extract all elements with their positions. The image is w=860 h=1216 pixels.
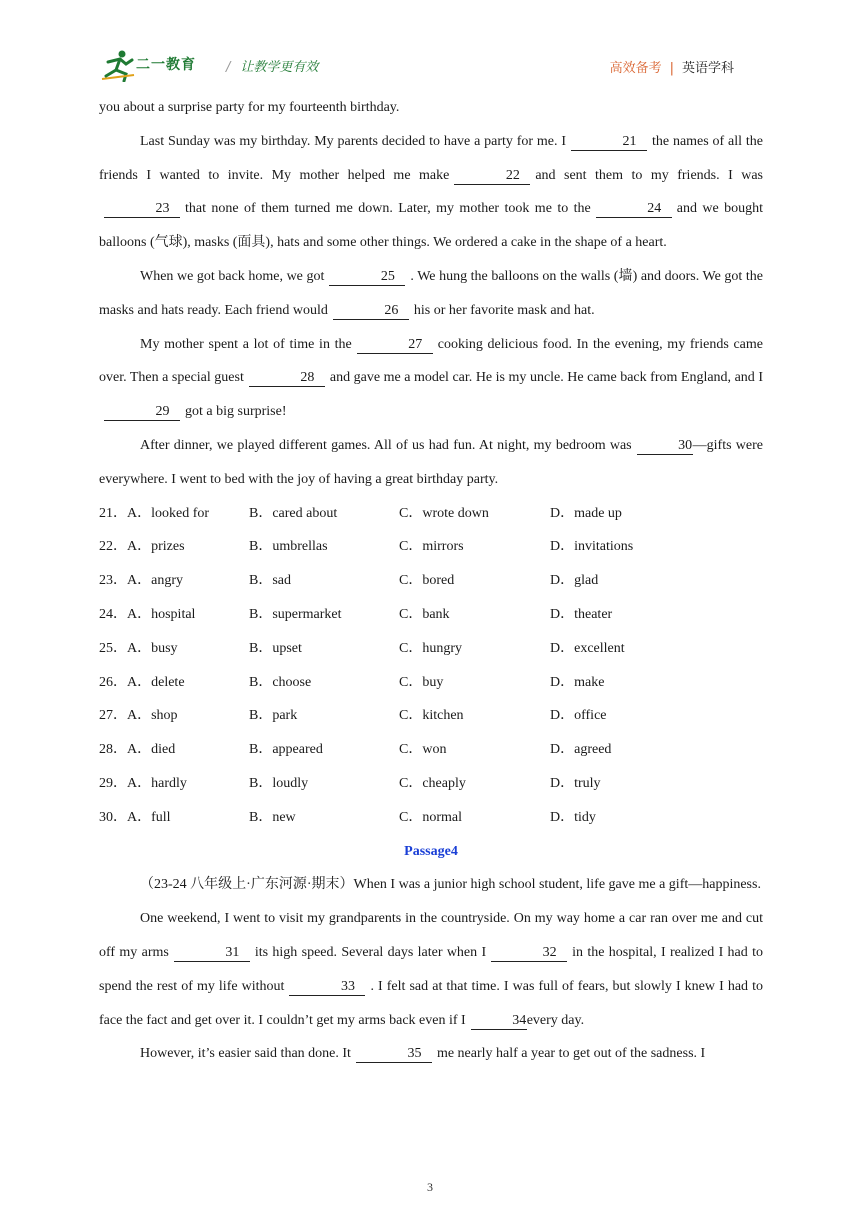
option-c: C．bank: [399, 606, 450, 622]
option-a: A．angry: [127, 573, 183, 589]
text-run: My mother spent a lot of time in the: [140, 336, 352, 352]
text-run: cooking delicious food. In the evening, my friends came over. Then a special guest: [99, 336, 763, 386]
option-d: D．tidy: [550, 809, 596, 825]
logo: [100, 48, 210, 82]
option-c: C．cheaply: [399, 775, 466, 791]
option-d: D．truly: [550, 775, 601, 791]
option-row: [99, 666, 763, 700]
text-run: and gave me a model car. He is my uncle. He came back from England, and I: [329, 370, 763, 386]
text-run: the names of all the friends I wanted to invite. My mother helped me make: [99, 133, 763, 183]
option-d: D．glad: [550, 573, 599, 589]
option-c: C．buy: [399, 674, 444, 690]
option-b: B．new: [249, 809, 296, 825]
option-b: B．umbrellas: [249, 539, 328, 555]
blank-33: 33: [289, 979, 365, 996]
paragraph: [99, 902, 763, 1037]
page-number: 3: [427, 1180, 433, 1194]
option-c: C．normal: [399, 809, 462, 825]
blank-23: 23: [104, 201, 180, 218]
option-question: [99, 733, 175, 767]
question-number: 21．: [99, 505, 127, 521]
paragraph: [99, 260, 763, 328]
option-b: B．cared about: [249, 505, 338, 521]
text-run: and sent them to my friends. I was: [535, 167, 763, 183]
text-run: —gifts were everywhere. I went to bed with the joy of having a great birthday party.: [99, 437, 763, 487]
text-run: . We hung the balloons on the walls (墙) and doors. We got the masks and hats ready. Each friend would: [99, 268, 764, 318]
question-number: 30．: [99, 809, 127, 825]
text-run: and we bought balloons (气球), masks (面具), hats and some other things. We ordered a cake in the shape of a heart.: [99, 201, 763, 251]
blank-22: 22: [454, 168, 530, 185]
runner-logo-icon: [100, 48, 136, 82]
paragraph: you about a surprise party for my fourteenth birthday.: [99, 100, 400, 115]
paragraph: [99, 328, 763, 429]
option-a: A．hardly: [127, 775, 187, 791]
header-tag-exam: 高效备考: [609, 61, 662, 76]
question-number: 27．: [99, 708, 127, 724]
option-b: B．park: [249, 708, 298, 724]
blank-27: 27: [357, 337, 433, 354]
option-question: [99, 699, 178, 733]
tag-separator: |: [669, 61, 674, 76]
text-run: every day.: [526, 1012, 585, 1028]
option-c: C．mirrors: [399, 539, 464, 555]
text-run: When we got back home, we got: [140, 268, 325, 284]
option-c: C．kitchen: [399, 708, 464, 724]
option-c: C．won: [399, 742, 447, 758]
question-number: 26．: [99, 674, 127, 690]
option-c: C．hungry: [399, 640, 462, 656]
question-number: 22．: [99, 539, 127, 555]
blank-29: 29: [104, 404, 180, 421]
option-a: A．prizes: [127, 539, 185, 555]
text-run: in the hospital, I realized I had to spend the rest of my life without: [99, 944, 763, 994]
text-run: Last Sunday was my birthday. My parents decided to have a party for me. I: [140, 133, 567, 149]
option-question: [99, 666, 185, 700]
blank-31: 31: [174, 945, 250, 962]
document-body: [99, 91, 763, 1071]
option-d: D．agreed: [550, 742, 612, 758]
option-row: [99, 497, 763, 531]
logo-text: 二一教育: [136, 57, 196, 73]
paragraph: [99, 1037, 763, 1071]
page-header: [100, 48, 740, 82]
question-number: 25．: [99, 640, 127, 656]
option-question: [99, 801, 171, 835]
option-a: A．looked for: [127, 505, 210, 521]
text-run: his or her favorite mask and hat.: [413, 302, 595, 318]
blank-32: 32: [491, 945, 567, 962]
paragraph: [99, 429, 763, 497]
option-a: A．hospital: [127, 606, 196, 622]
text-run: When I was a junior high school student, life gave me a gift—happiness.: [353, 877, 761, 893]
option-b: B．sad: [249, 573, 291, 589]
blank-21: 21: [571, 134, 647, 151]
text-run: its high speed. Several days later when I: [254, 944, 487, 960]
option-b: B．appeared: [249, 742, 323, 758]
option-d: D．excellent: [550, 640, 625, 656]
blank-35: 35: [356, 1046, 432, 1063]
option-row: [99, 801, 763, 835]
text-run: After dinner, we played different games. All of us had fun. At night, my bedroom was: [140, 437, 632, 453]
option-question: [99, 530, 185, 564]
header-tags: [610, 57, 734, 76]
option-question: [99, 767, 187, 801]
header-tag-subject: 英语学科: [681, 61, 734, 76]
option-a: A．shop: [127, 708, 178, 724]
slogan-text: 让教学更有效: [240, 60, 319, 75]
option-b: B．choose: [249, 674, 312, 690]
question-number: 23．: [99, 573, 127, 589]
option-d: D．invitations: [550, 539, 634, 555]
question-number: 24．: [99, 606, 127, 622]
option-row: [99, 733, 763, 767]
blank-25: 25: [329, 269, 405, 286]
text-run: that none of them turned me down. Later, my mother took me to the: [185, 201, 591, 217]
option-d: D．office: [550, 708, 607, 724]
passage-title: Passage4: [404, 843, 458, 859]
option-question: [99, 564, 183, 598]
source-note: （23-24 八年级上·广东河源·期末）: [140, 877, 354, 893]
option-b: B．upset: [249, 640, 302, 656]
blank-30: 30: [637, 438, 693, 455]
text-run: me nearly half a year to get out of the sadness. I: [436, 1046, 706, 1062]
option-d: D．theater: [550, 606, 613, 622]
text-run: However, it’s easier said than done. It: [140, 1046, 351, 1062]
text-run: One weekend, I went to visit my grandparents in the countryside. On my way home a car ran over me and cut off my arms: [99, 911, 763, 960]
option-a: A．full: [127, 809, 171, 825]
text-run: . I felt sad at that time. I was full of fears, but slowly I knew I had to face the fact and get over it. I couldn’t get my arms back even if I: [99, 978, 763, 1028]
header-slogan: [226, 56, 318, 75]
text-run: got a big surprise!: [185, 404, 287, 420]
option-d: D．made up: [550, 505, 622, 521]
option-a: A．delete: [127, 674, 185, 690]
option-d: D．make: [550, 674, 605, 690]
option-c: C．bored: [399, 573, 455, 589]
slash-divider: /: [226, 60, 231, 75]
option-a: A．busy: [127, 640, 178, 656]
option-b: B．supermarket: [249, 606, 342, 622]
option-row: [99, 767, 763, 801]
blank-28: 28: [249, 370, 325, 387]
question-number: 28．: [99, 742, 127, 758]
option-row: [99, 598, 763, 632]
option-question: [99, 632, 178, 666]
blank-34: 34: [471, 1013, 527, 1030]
option-row: [99, 632, 763, 666]
paragraph: [99, 125, 763, 260]
question-number: 29．: [99, 775, 127, 791]
option-row: [99, 530, 763, 564]
options-list: [99, 497, 763, 835]
option-question: [99, 497, 209, 531]
blank-26: 26: [333, 303, 409, 320]
option-row: [99, 564, 763, 598]
blank-24: 24: [596, 201, 672, 218]
option-a: A．died: [127, 742, 176, 758]
paragraph: [99, 868, 763, 902]
option-row: [99, 699, 763, 733]
option-question: [99, 598, 195, 632]
option-b: B．loudly: [249, 775, 309, 791]
option-c: C．wrote down: [399, 505, 489, 521]
